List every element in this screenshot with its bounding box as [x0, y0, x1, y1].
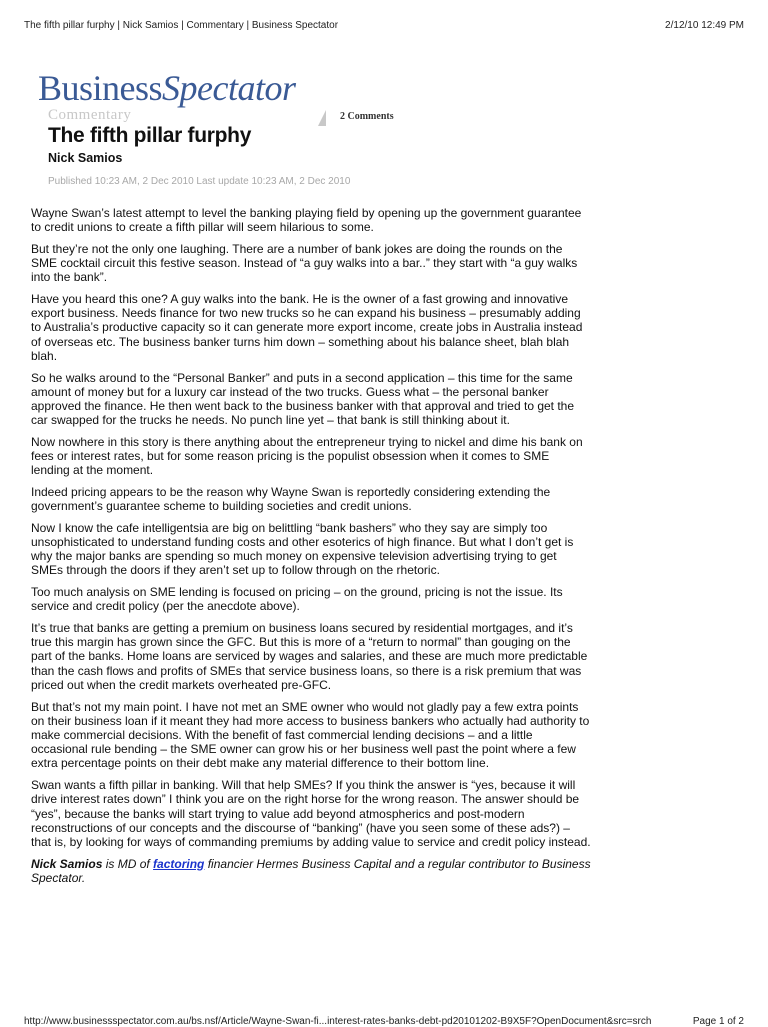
logo-business: Business: [38, 68, 163, 108]
print-footer-url: http://www.businessspectator.com.au/bs.nsf/Article/Wayne-Swan-fi...interest-rates-banks-debt-pd20101202-B9X5F?OpenDocument&src=srch: [24, 1016, 652, 1027]
article-paragraph: But they’re not the only one laughing. There are a number of bank jokes are doing the rounds on the SME cocktail circuit this festive season. Instead of “a guy walks into a bar..” they start with “a guy walks into the bank”.: [31, 241, 578, 285]
section-label: Commentary: [48, 107, 132, 123]
author-byline: [31, 857, 591, 885]
comment-icon: [318, 110, 326, 126]
comments-link[interactable]: 2 Comments: [340, 111, 394, 122]
byline-name: Nick Samios: [31, 856, 103, 871]
article-paragraph: Too much analysis on SME lending is focused on pricing – on the ground, pricing is not the issue. Its service and credit policy (per the anecdote above).: [31, 585, 563, 614]
published-date: Published 10:23 AM, 2 Dec 2010 Last update 10:23 AM, 2 Dec 2010: [48, 176, 351, 187]
byline-text-before: is MD of: [102, 856, 154, 871]
article-paragraph: Indeed pricing appears to be the reason why Wayne Swan is reportedly considering extending the government’s guarantee scheme to building societies and credit unions.: [31, 484, 551, 514]
article-body: [31, 206, 591, 893]
article-paragraph: Now nowhere in this story is there anything about the entrepreneur trying to nickel and dime his bank on fees or interest rates, but for some reason pricing is the populist obsession when it comes to SME lending at the moment.: [31, 434, 583, 478]
print-header-title: The fifth pillar furphy | Nick Samios | Commentary | Business Spectator: [24, 20, 339, 31]
byline-text-after: financier Hermes Business Capital and a regular contributor to Business Spectator.: [31, 856, 591, 885]
article-paragraph: It’s true that banks are getting a premium on business loans secured by residential mortgages, and it’s true this margin has grown since the GFC. But this is more of a “return to normal” than gouging on the part of the banks. Home loans are serviced by wages and salaries, and these are much more predictable than the cash flows and profits of SMEs that service business loans, so there is a risk premium that was priced out when the credit markets overheated pre-GFC.: [31, 621, 588, 692]
article-title: The fifth pillar furphy: [48, 124, 252, 147]
article-paragraph: But that’s not my main point. I have not met an SME owner who would not gladly pay a few extra points on their business loan if it meant they had more access to business bankers who actually had authority to make commercial decisions. With the benefit of fast commercial lending decisions – and a little occasional rule bending – the SME owner can grow his or her business well past the point where a few extra percentage points on their debt make any material difference to their bottom line.: [31, 699, 590, 771]
print-header: [24, 20, 744, 31]
article-paragraph: Swan wants a fifth pillar in banking. Will that help SMEs? If you think the answer is “yes, because it will drive interest rates down” I think you are on the right horse for the wrong reason. The answer should be “yes”, because the banks will start trying to value add beyond atmospherics and post-modern reconstructions of our concepts and the discourse of “banking” (have you seen some of these ads?) – that is, by looking for ways of commanding premiums by adding value to service and credit policy instead.: [31, 778, 591, 849]
article-paragraph: Wayne Swan’s latest attempt to level the banking playing field by opening up the government guarantee to credit unions to create a fifth pillar will seem hilarious to some.: [31, 206, 582, 235]
site-logo[interactable]: [38, 70, 296, 106]
article-paragraph: So he walks around to the “Personal Banker” and puts in a second application – this time for the same amount of money but for a luxury car instead of the two trucks. Guess what – the personal banker approved the finance. He then went back to the business banker with that approval and tried to get the car swapped for the trucks he needs. No punch line yet – that bank is still thinking about it.: [31, 370, 575, 428]
print-header-datetime: 2/12/10 12:49 PM: [665, 20, 744, 31]
article-author: Nick Samios: [48, 151, 123, 165]
logo-spectator: Spectator: [162, 68, 296, 108]
print-footer-page: Page 1 of 2: [692, 1016, 744, 1027]
article-paragraph: Now I know the cafe intelligentsia are big on belittling “bank bashers” who they say are simply too unsophisticated to understand funding costs and other esoterics of high finance. But what I don’t get is why the major banks are spending so much money on expensive television advertising trying to get SMEs through the doors if they aren’t set up to follow through on the rhetoric.: [31, 520, 574, 578]
print-footer: [24, 1016, 744, 1027]
factoring-link[interactable]: factoring: [153, 856, 205, 871]
article-paragraph: Have you heard this one? A guy walks into the bank. He is the owner of a fast growing and innovative export business. Needs finance for two new trucks so he can expand his business – presumably adding to Australia’s productive capacity so it can generate more export income, create jobs in Australia instead of overseas etc. The business banker turns him down – something about his balance sheet, blah blah blah.: [31, 292, 583, 363]
